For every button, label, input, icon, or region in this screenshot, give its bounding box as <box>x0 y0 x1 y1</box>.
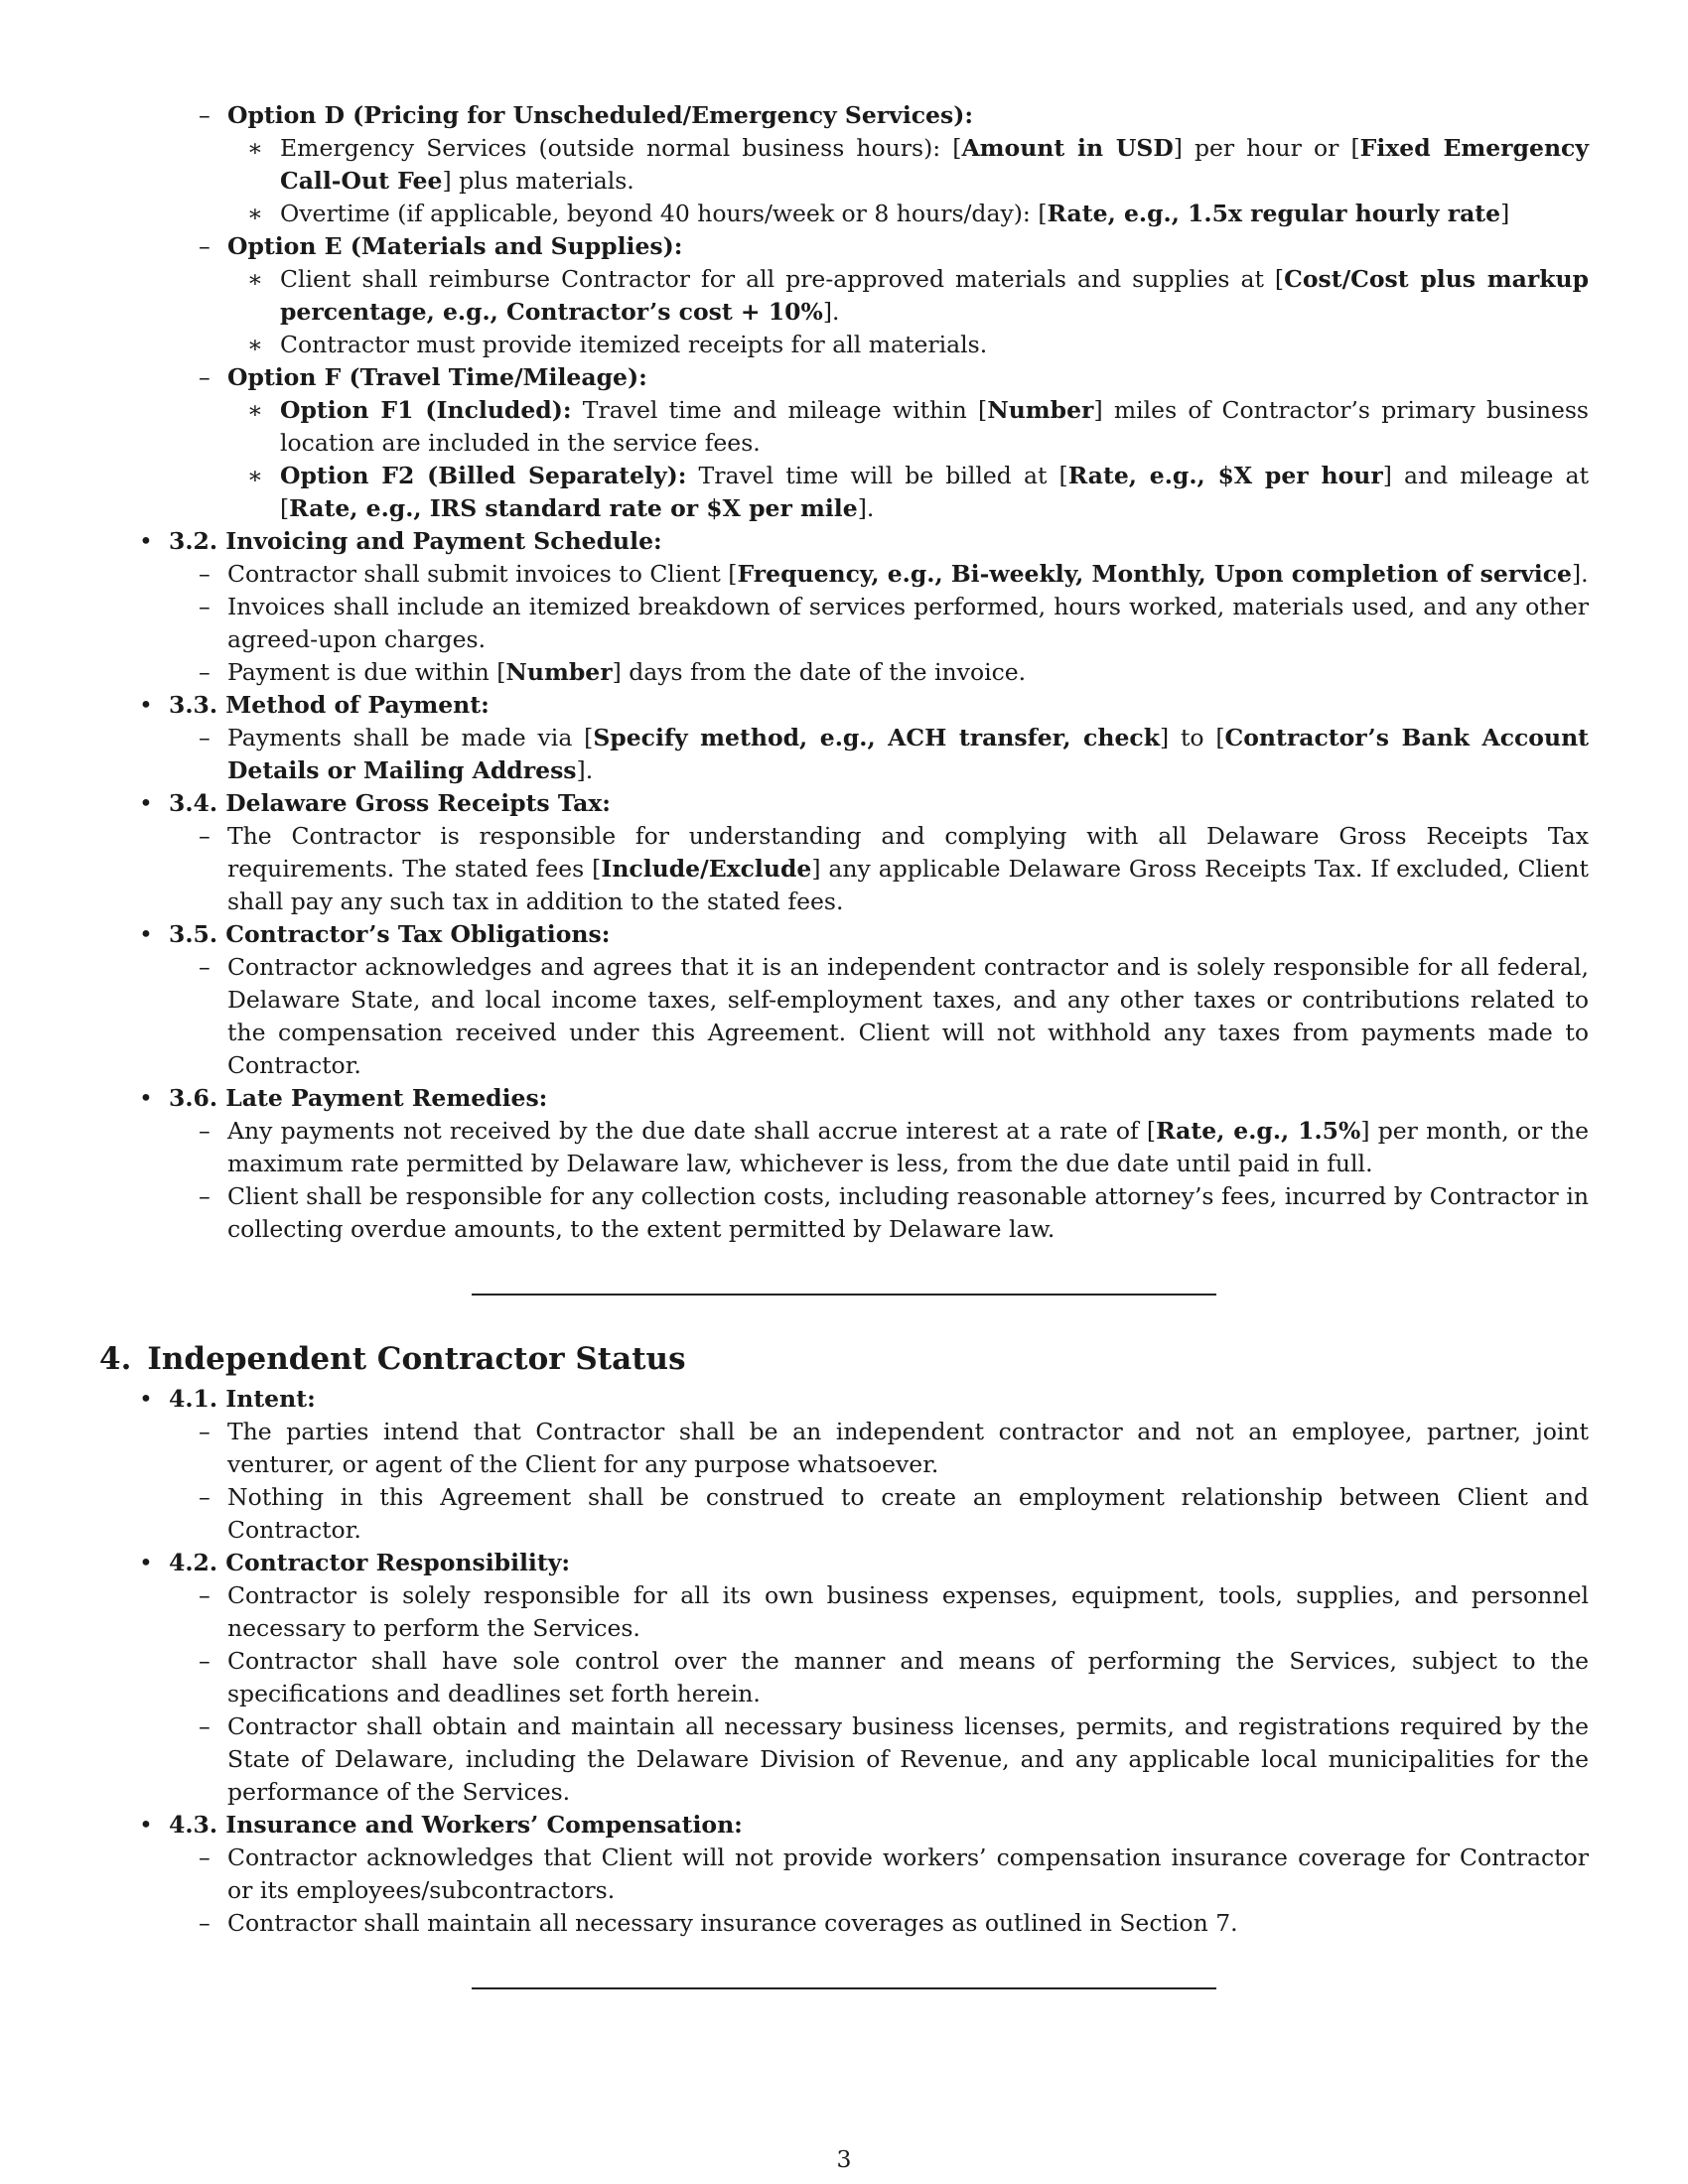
clause-3-2-list <box>169 558 1589 689</box>
option-f-heading: Option F (Travel Time/Mileage): <box>227 363 647 391</box>
list-item: – Payments shall be made via [Specify method, e.g., ACH transfer, check] to [Contractor’s Bank Account Details or Mailing Address]. <box>169 722 1589 787</box>
clause-3-3 <box>99 689 1589 787</box>
list-item: – Contractor acknowledges that Client will not provide workers’ compensation insurance coverage for Contractor or its employees/subcontractors. <box>169 1842 1589 1907</box>
clause-3-4-list <box>169 820 1589 918</box>
option-d-item <box>99 99 1589 230</box>
clause-3-5 <box>99 918 1589 1082</box>
option-d-sublist <box>227 132 1589 230</box>
list-item: – Nothing in this Agreement shall be construed to create an employment relationship between Client and Contractor. <box>169 1481 1589 1547</box>
list-item: – Contractor shall have sole control over the manner and means of performing the Services, subject to the specifications and deadlines set forth herein. <box>169 1645 1589 1710</box>
option-e-heading: Option E (Materials and Supplies): <box>227 232 683 260</box>
list-item: – Contractor shall submit invoices to Client [Frequency, e.g., Bi-weekly, Monthly, Upon completion of service]. <box>169 558 1589 591</box>
option-f-item <box>99 361 1589 525</box>
clause-heading: 4.2. Contractor Responsibility: <box>169 1549 571 1576</box>
list-item: ∗ Option F1 (Included): Travel time and mileage within [Number] miles of Contractor’s primary business location are included in the service fees. <box>227 394 1589 460</box>
option-f-sublist <box>227 394 1589 525</box>
page-number: 3 <box>836 2145 852 2173</box>
clause-heading: 3.6. Late Payment Remedies: <box>169 1084 548 1112</box>
section-4-list <box>99 1383 1589 1940</box>
clause-4-3-list <box>169 1842 1589 1940</box>
option-e-item <box>99 230 1589 361</box>
section-divider <box>472 1987 1216 1989</box>
option-e-sublist <box>227 263 1589 361</box>
list-item: ∗ Overtime (if applicable, beyond 40 hours/week or 8 hours/day): [Rate, e.g., 1.5x regular hourly rate] <box>227 198 1589 230</box>
option-d-heading: Option D (Pricing for Unscheduled/Emergency Services): <box>227 101 974 129</box>
clause-4-3 <box>99 1809 1589 1940</box>
list-item: ∗ Contractor must provide itemized receipts for all materials. <box>227 329 1589 361</box>
clause-3-4 <box>99 787 1589 918</box>
list-item: – Client shall be responsible for any collection costs, including reasonable attorney’s fees, incurred by Contractor in collecting overdue amounts, to the extent permitted by Delaware law. <box>169 1180 1589 1246</box>
section-3-list <box>99 525 1589 1246</box>
clause-heading: 4.3. Insurance and Workers’ Compensation: <box>169 1811 743 1839</box>
clause-heading: 4.1. Intent: <box>169 1385 316 1413</box>
list-item: – The Contractor is responsible for understanding and complying with all Delaware Gross Receipts Tax requirements. The stated fees [Include/Exclude] any applicable Delaware Gross Receipts Tax. If excluded, Client shall pay any such tax in addition to the stated fees. <box>169 820 1589 918</box>
clause-3-2 <box>99 525 1589 689</box>
pricing-options-list <box>99 99 1589 525</box>
clause-4-2-list <box>169 1579 1589 1809</box>
list-item: – Contractor is solely responsible for all its own business expenses, equipment, tools, supplies, and personnel necessary to perform the Services. <box>169 1579 1589 1645</box>
section-number: 4. <box>99 1341 132 1377</box>
clause-heading: 3.2. Invoicing and Payment Schedule: <box>169 527 662 555</box>
section-heading: Independent Contractor Status <box>147 1341 686 1377</box>
clause-heading: 3.3. Method of Payment: <box>169 691 490 719</box>
clause-3-5-list <box>169 951 1589 1082</box>
list-item: – The parties intend that Contractor shall be an independent contractor and not an employee, partner, joint venturer, or agent of the Client for any purpose whatsoever. <box>169 1416 1589 1481</box>
list-item: – Contractor acknowledges and agrees that it is an independent contractor and is solely responsible for all federal, Delaware State, and local income taxes, self-employment taxes, and any other taxes or contributions related to the compensation received under this Agreement. Client will not withhold any taxes from payments made to Contractor. <box>169 951 1589 1082</box>
list-item: ∗ Emergency Services (outside normal business hours): [Amount in USD] per hour or [Fixed Emergency Call-Out Fee] plus materials. <box>227 132 1589 198</box>
clause-heading: 3.4. Delaware Gross Receipts Tax: <box>169 789 611 817</box>
list-item: – Any payments not received by the due date shall accrue interest at a rate of [Rate, e.g., 1.5%] per month, or the maximum rate permitted by Delaware law, whichever is less, from the due date until paid in full. <box>169 1115 1589 1180</box>
clause-heading: 3.5. Contractor’s Tax Obligations: <box>169 920 611 948</box>
list-item: – Invoices shall include an itemized breakdown of services performed, hours worked, materials used, and any other agreed-upon charges. <box>169 591 1589 656</box>
clause-4-1 <box>99 1383 1589 1547</box>
clause-4-1-list <box>169 1416 1589 1547</box>
list-item: ∗ Client shall reimburse Contractor for all pre-approved materials and supplies at [Cost/Cost plus markup percentage, e.g., Contractor’s cost + 10%]. <box>227 263 1589 329</box>
list-item: – Contractor shall obtain and maintain all necessary business licenses, permits, and registrations required by the State of Delaware, including the Delaware Division of Revenue, and any applicable local municipalities for the performance of the Services. <box>169 1710 1589 1809</box>
clause-3-6 <box>99 1082 1589 1246</box>
list-item: – Contractor shall maintain all necessary insurance coverages as outlined in Section 7. <box>169 1907 1589 1940</box>
list-item: ∗ Option F2 (Billed Separately): Travel time will be billed at [Rate, e.g., $X per hour] and mileage at [Rate, e.g., IRS standard rate or $X per mile]. <box>227 460 1589 525</box>
list-item: – Payment is due within [Number] days from the date of the invoice. <box>169 656 1589 689</box>
clause-3-6-list <box>169 1115 1589 1246</box>
clause-4-2 <box>99 1547 1589 1809</box>
section-4-title <box>99 1339 1589 1379</box>
clause-3-3-list <box>169 722 1589 787</box>
page-content <box>99 99 1589 1989</box>
section-divider <box>472 1294 1216 1296</box>
